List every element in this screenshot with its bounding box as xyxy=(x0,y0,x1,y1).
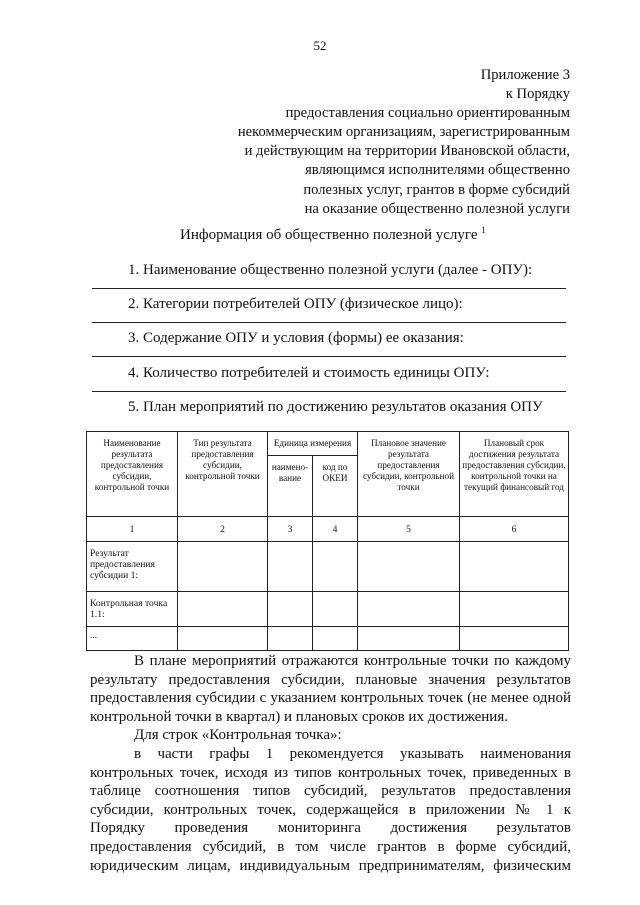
table-cell xyxy=(358,592,460,627)
header-col-5: Плановое значение результата предоставления субсидии, контрольной точки xyxy=(358,432,460,517)
header-col-6: Плановый срок достижения результата предоставления субсидии, контрольной точки на текущий финансовый год xyxy=(460,432,569,517)
table-cell xyxy=(460,542,569,592)
column-number: 4 xyxy=(313,517,358,542)
fill-line xyxy=(92,382,566,392)
appendix-line: некоммерческим организациям, зарегистрированным xyxy=(237,124,570,141)
section-4 xyxy=(92,364,566,392)
table-cell xyxy=(313,542,358,592)
section-1 xyxy=(92,261,566,289)
appendix-line: Приложение 3 xyxy=(480,67,570,83)
table-cell xyxy=(178,542,268,592)
table-cell xyxy=(358,627,460,651)
section-3 xyxy=(92,329,566,357)
info-title-text: Информация об общественно полезной услуге xyxy=(180,227,478,243)
table-cell xyxy=(178,627,268,651)
info-title xyxy=(180,225,486,244)
appendix-line: являющимся исполнителями общественно xyxy=(305,162,570,179)
fill-line xyxy=(92,313,566,323)
section-label: 2. Категории потребителей ОПУ (физическое лицо): xyxy=(128,296,463,312)
table-cell xyxy=(460,592,569,627)
header-col-4: код по ОКЕИ xyxy=(313,456,358,517)
row-label: Контрольная точка 1.1: xyxy=(87,592,178,627)
appendix-line: и действующим на территории Ивановской области, xyxy=(244,143,570,160)
header-col-2: Тип результата предоставления субсидии, контрольной точки xyxy=(178,432,268,517)
section-5 xyxy=(92,398,566,416)
appendix-line: на оказание общественно полезной услуги xyxy=(304,200,570,217)
column-number: 3 xyxy=(268,517,313,542)
table-cell xyxy=(268,627,313,651)
row-label: ... xyxy=(87,627,178,651)
fill-line xyxy=(92,347,566,357)
section-label: 4. Количество потребителей и стоимость единицы ОПУ: xyxy=(128,365,490,381)
section-label: 5. План мероприятий по достижению результатов оказания ОПУ xyxy=(128,399,543,415)
column-number: 6 xyxy=(460,517,569,542)
header-col-1: Наименование результата предоставления субсидии, контрольной точки xyxy=(87,432,178,517)
table-cell xyxy=(268,592,313,627)
page-number: 52 xyxy=(313,38,327,53)
table-row xyxy=(87,542,569,592)
column-number: 5 xyxy=(358,517,460,542)
plan-table xyxy=(86,431,569,651)
appendix-line: полезных услуг, грантов в форме субсидий xyxy=(303,181,570,198)
header-unit-group: Единица измерения xyxy=(268,432,358,456)
section-2 xyxy=(92,295,566,323)
section-label: 3. Содержание ОПУ и условия (формы) ее оказания: xyxy=(128,330,464,346)
header-col-3: наимено-вание xyxy=(268,456,313,517)
footnote-marker: 1 xyxy=(481,225,486,235)
column-number: 1 xyxy=(87,517,178,542)
table-cell xyxy=(358,542,460,592)
paragraph: Для строк «Контрольная точка»: xyxy=(134,727,342,744)
table-row xyxy=(87,627,569,651)
table-cell xyxy=(460,627,569,651)
section-label: 1. Наименование общественно полезной услуги (далее - ОПУ): xyxy=(128,262,533,278)
paragraph: в части графы 1 рекомендуется указывать наименования контрольных точек, исходя из типов контрольных точек, приведенных в таблице соотношения типов субсидий, результатов предоставления субсидии, контрольных точек, содержащейся в приложении № 1 к Порядку проведения мониторинга достижения результатов предоставления субсидий, в том числе грантов в форме субсидий, юридическим лицам, индивидуальным предпринимателям, физическим xyxy=(90,745,571,874)
paragraph: В плане мероприятий отражаются контрольные точки по каждому результату предоставления субсидии, плановые значения результатов предоставления субсидии с указанием контрольных точек (не менее одной контрольной точки в квартал) и плановых сроков их достижения. xyxy=(90,653,571,725)
appendix-line: предоставления социально ориентированным xyxy=(285,105,570,122)
table-cell xyxy=(268,542,313,592)
table-row xyxy=(87,592,569,627)
row-label: Результат предоставления субсидии 1: xyxy=(87,542,178,592)
table-cell xyxy=(313,627,358,651)
appendix-header xyxy=(150,66,570,219)
column-number: 2 xyxy=(178,517,268,542)
column-number-row xyxy=(87,517,569,542)
appendix-line: к Порядку xyxy=(505,86,570,103)
table-cell xyxy=(178,592,268,627)
table-cell xyxy=(313,592,358,627)
fill-line xyxy=(92,279,566,289)
body-text xyxy=(90,652,571,875)
